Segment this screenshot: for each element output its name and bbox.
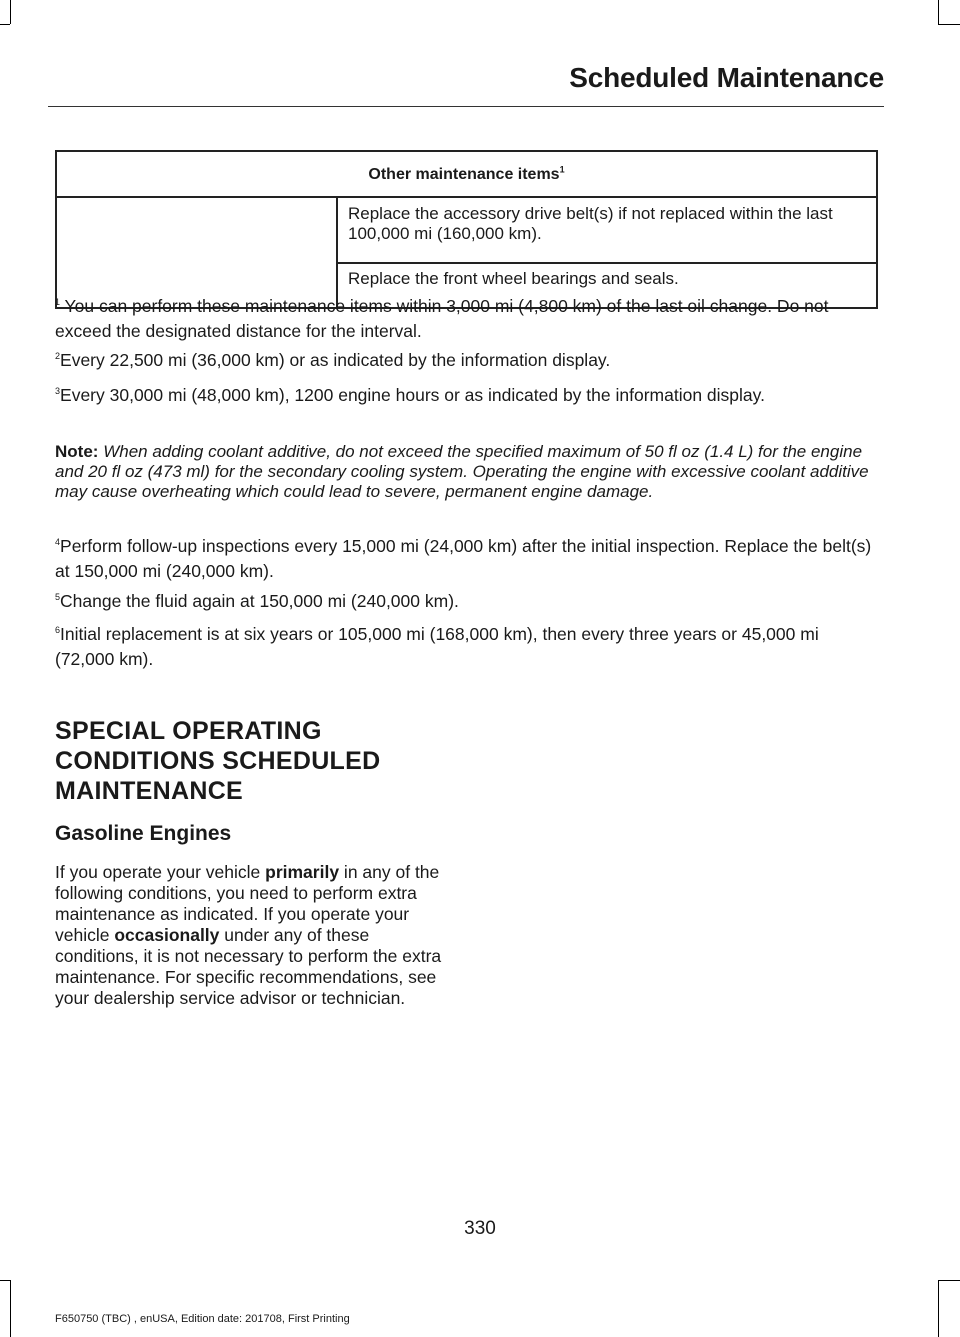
body-text-part: under any of these conditions, it is not necessary to perform the extra maintenance. For specific recommendations, see your dealership service advisor or technician.	[55, 925, 442, 1008]
body-emphasis: occasionally	[114, 925, 220, 945]
footnote-5	[55, 589, 881, 614]
note-paragraph	[55, 442, 881, 502]
crop-mark	[938, 1280, 960, 1281]
note-label: Note:	[55, 442, 99, 461]
note-text: When adding coolant additive, do not exceed the specified maximum of 50 fl oz (1.4 L) for the engine and 20 fl oz (473 ml) for the secondary cooling system. Operating the engine with excessive coolant additive may cause overheating which could lead to severe, permanent engine damage.	[55, 442, 869, 501]
body-text-part: If you operate your vehicle	[55, 862, 266, 882]
footnote-text: Perform follow-up inspections every 15,000 mi (24,000 km) after the initial inspection. Replace the belt(s) at 150,000 mi (240,000 km).	[55, 536, 872, 581]
crop-mark	[0, 24, 10, 25]
crop-mark	[938, 0, 939, 24]
table-heading-text: Other maintenance items	[368, 166, 560, 183]
section-heading: SPECIAL OPERATING CONDITIONS SCHEDULED MAINTENANCE	[55, 717, 381, 805]
footnote-marker: 3	[55, 386, 61, 397]
crop-mark	[938, 24, 960, 25]
table-cell-item: Replace the front wheel bearings and seals.	[337, 263, 877, 308]
footnote-3	[55, 383, 881, 408]
footnote-marker: 5	[55, 592, 61, 603]
footnote-1	[55, 294, 881, 344]
footnote-marker: 2	[55, 351, 61, 362]
table-heading-sup: 1	[559, 164, 565, 175]
footnote-marker: 6	[55, 625, 61, 636]
footnote-marker: 1	[55, 297, 61, 308]
footnote-marker: 4	[55, 537, 61, 548]
footnote-text: You can perform these maintenance items within 3,000 mi (4,800 km) of the last oil change. Do not exceed the designated distance for the interval.	[55, 296, 829, 341]
body-paragraph	[55, 862, 450, 1009]
page-title: Scheduled Maintenance	[569, 62, 884, 93]
footnote-text: Initial replacement is at six years or 105,000 mi (168,000 km), then every three years or 45,000 mi (72,000 km).	[55, 624, 819, 669]
footnote-2	[55, 348, 881, 373]
crop-mark	[10, 1280, 11, 1337]
table-heading	[56, 151, 877, 197]
footnote-text: Every 30,000 mi (48,000 km), 1200 engine hours or as indicated by the information display.	[60, 385, 765, 405]
title-divider	[48, 106, 884, 107]
edition-footer: F650750 (TBC) , enUSA, Edition date: 201708, First Printing	[55, 1313, 350, 1325]
table-cell-empty	[56, 197, 337, 308]
table-cell-item: Replace the accessory drive belt(s) if not replaced within the last 100,000 mi (160,000 km).	[337, 197, 877, 263]
crop-mark	[938, 1280, 939, 1337]
maintenance-table	[55, 150, 878, 309]
footnote-4	[55, 534, 881, 584]
footnote-text: Change the fluid again at 150,000 mi (240,000 km).	[60, 591, 459, 611]
footnote-6	[55, 622, 881, 672]
body-emphasis: primarily	[265, 862, 340, 882]
body-text-part: in any of the following conditions, you need to perform extra maintenance as indicated. If you operate your vehicle	[55, 862, 440, 945]
page-number: 330	[464, 1218, 496, 1239]
footnote-text: Every 22,500 mi (36,000 km) or as indicated by the information display.	[60, 350, 611, 370]
crop-mark	[0, 1280, 10, 1281]
table-header-row	[56, 151, 877, 197]
crop-mark	[10, 0, 11, 24]
sub-heading: Gasoline Engines	[55, 822, 232, 845]
table-row	[56, 197, 877, 263]
